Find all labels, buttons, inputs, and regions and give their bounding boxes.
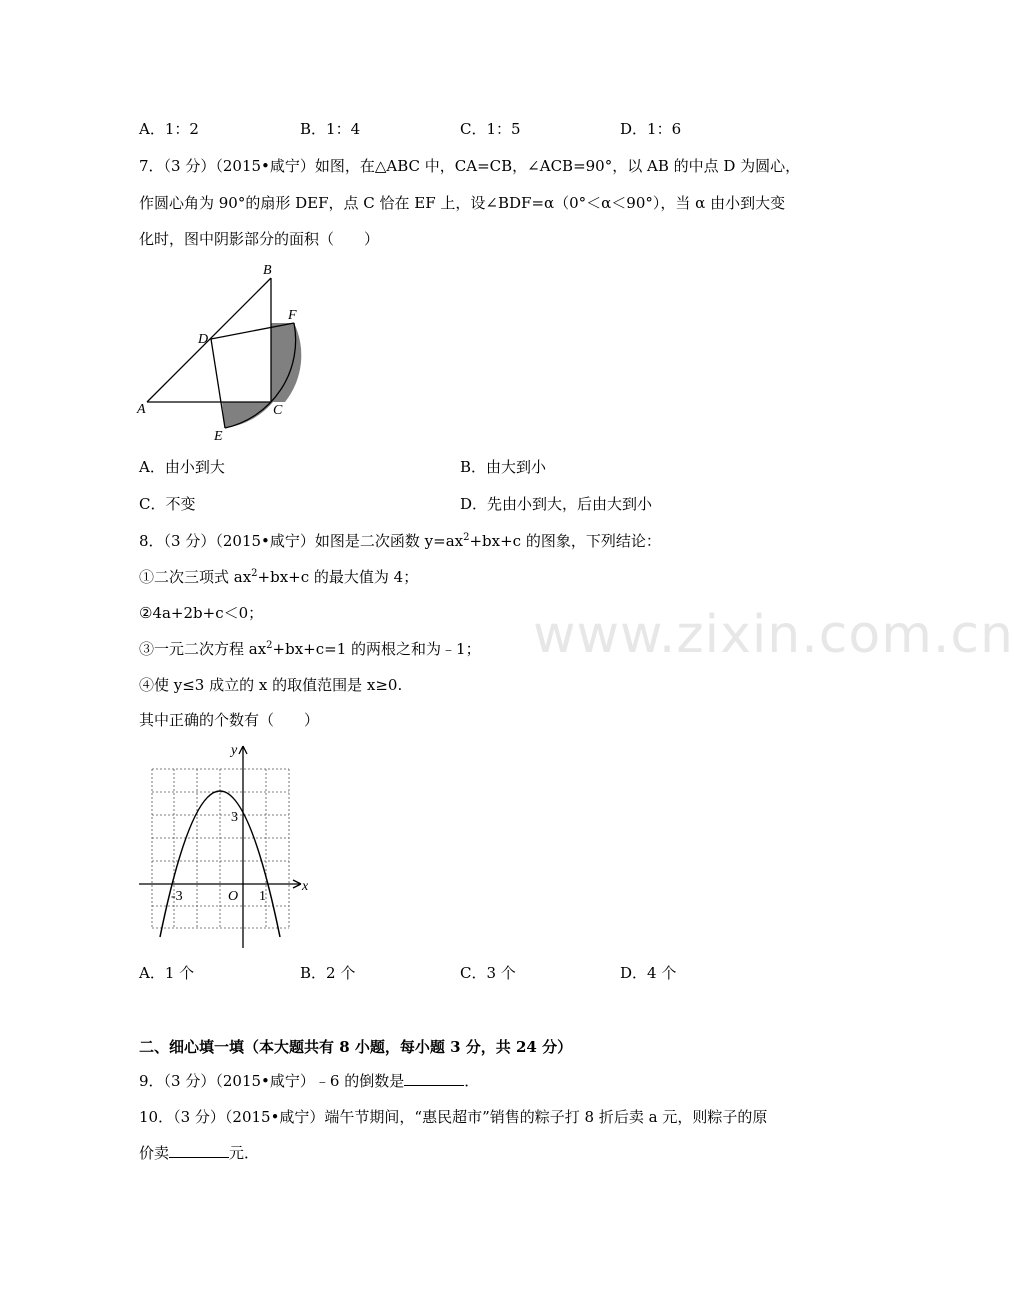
q8-label-y: y [231, 743, 238, 758]
q8-statement-2: ②4a+2b+c＜0； [139, 604, 264, 622]
q8-option-d[interactable]: D．4 个 [620, 964, 677, 982]
q10-answer-blank[interactable] [169, 1143, 229, 1158]
q8-statement-1: ①二次三项式 $ax^2+bx+c$ 的最大值为 4； [139, 568, 419, 586]
q8-label-x: x [302, 879, 309, 894]
q7-figure [135, 258, 315, 448]
q7-option-d[interactable]: D．先由小到大，后由大到小 [460, 495, 653, 513]
q6-option-d[interactable]: D．1：6 [620, 120, 682, 138]
q8-option-c[interactable]: C．3 个 [460, 964, 516, 982]
q8-graph [133, 738, 318, 954]
q7-option-c[interactable]: C．不变 [139, 495, 196, 513]
q7-shaded-bottom [222, 402, 273, 428]
section2-title: 二、细心填一填（本大题共有 8 小题，每小题 3 分，共 24 分） [139, 1038, 573, 1056]
q8-option-b[interactable]: B．2 个 [300, 964, 356, 982]
q7-label-d: D [198, 332, 209, 347]
q7-stem-line1: 7．（3 分）（2015•咸宁）如图，在△ABC 中，CA=CB，∠ACB=90°，以 AB 的中点 D 为圆心， [139, 157, 801, 175]
q7-label-f: F [288, 308, 297, 323]
q6-option-a[interactable]: A．1：2 [139, 120, 199, 138]
q7-label-e: E [214, 429, 223, 444]
q7-shaded-right [271, 323, 301, 402]
q7-line-de [211, 339, 225, 428]
q9-line: 9．（3 分）（2015•咸宁）﹣6 的倒数是 ． [139, 1072, 480, 1090]
q7-option-a[interactable]: A．由小到大 [139, 458, 225, 476]
q8-label-1: 1 [259, 889, 266, 904]
q7-line-ab [147, 278, 271, 402]
q10-line1: 10．（3 分）（2015•咸宁）端午节期间，“惠民超市”销售的粽子打 8 折后卖 a 元，则粽子的原 [139, 1108, 768, 1126]
q8-label-origin: O [228, 889, 239, 904]
q8-question: 其中正确的个数有（ ） [139, 711, 320, 729]
q7-stem-line2: 作圆心角为 90°的扇形 DEF，点 C 恰在 EF 上，设∠BDF=α（0°＜α＜90°），当 α 由小到大变 [139, 194, 786, 212]
q6-option-b[interactable]: B．1：4 [300, 120, 361, 138]
q8-grid [152, 769, 289, 928]
q7-label-a: A [137, 402, 146, 417]
q9-answer-blank[interactable] [404, 1071, 464, 1086]
q8-statement-4: ④使 y≤3 成立的 x 的取值范围是 x≥0. [139, 676, 403, 694]
watermark: www.zixin.com.cn [533, 605, 1014, 665]
q8-stem: 8．（3 分）（2015•咸宁）如图是二次函数 $y=ax^2+bx+c$ 的图象，下列结论： [139, 532, 661, 550]
q8-label-3: 3 [231, 810, 238, 825]
q6-option-c[interactable]: C．1：5 [460, 120, 521, 138]
q8-option-a[interactable]: A．1 个 [139, 964, 195, 982]
q7-label-b: B [263, 263, 272, 278]
q10-line2: 价卖 元． [139, 1144, 260, 1162]
q8-statement-3: ③一元二次方程 $ax^2+bx+c=1$ 的两根之和为﹣1； [139, 640, 481, 658]
q8-parabola [160, 791, 280, 937]
q8-label-neg3: -3 [171, 889, 183, 904]
q7-option-b[interactable]: B．由大到小 [460, 458, 547, 476]
q7-label-c: C [273, 403, 283, 418]
q7-stem-line3: 化时，图中阴影部分的面积（ ） [139, 230, 380, 248]
